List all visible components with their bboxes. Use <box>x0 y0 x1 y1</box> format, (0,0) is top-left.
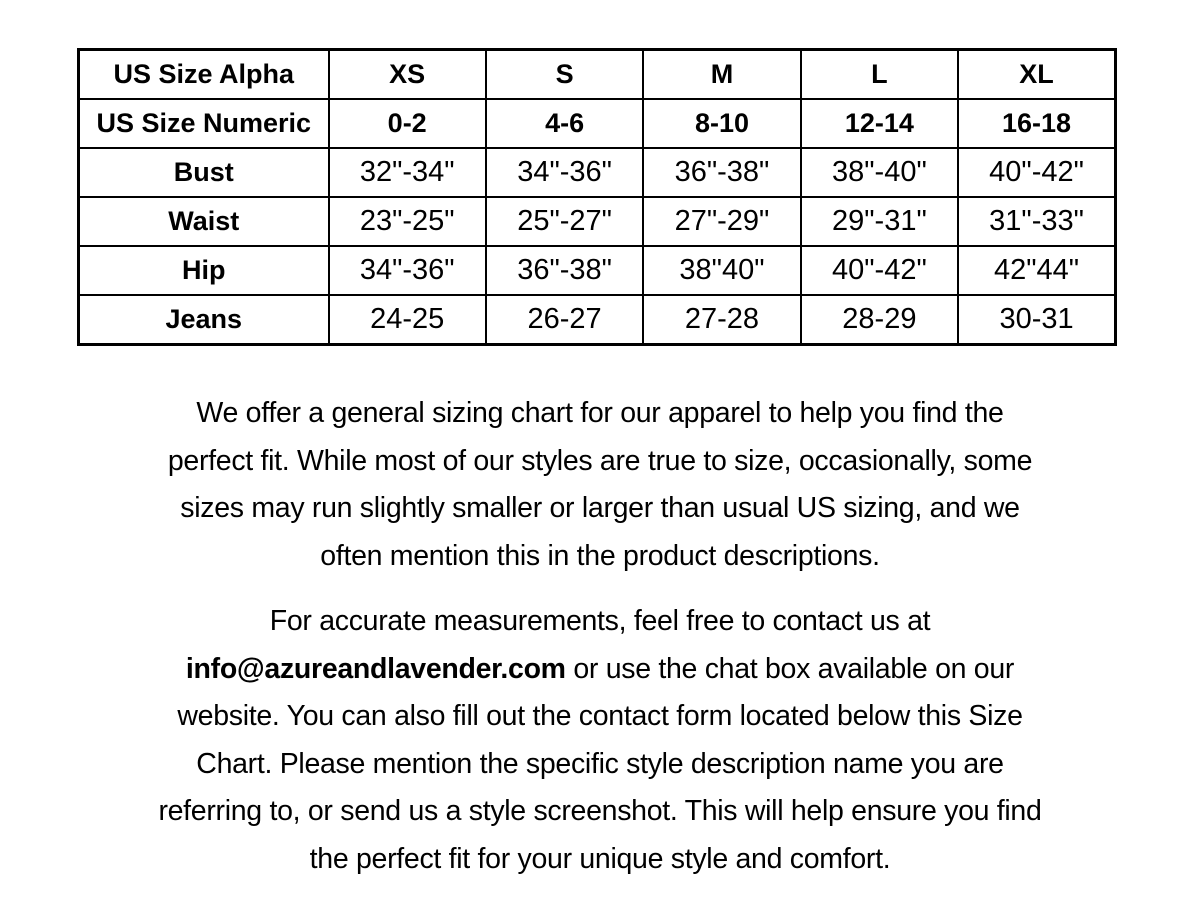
table-cell: 0-2 <box>329 99 486 148</box>
contact-email: info@azureandlavender.com <box>185 652 566 685</box>
text-line: For accurate measurements, feel free to contact us at <box>269 605 931 637</box>
table-cell: 38"40" <box>643 246 800 295</box>
text-line <box>0 646 1200 694</box>
row-bust <box>79 148 1116 197</box>
size-chart-table <box>77 48 1117 346</box>
table-cell: 38"-40" <box>801 148 958 197</box>
table-cell: 26-27 <box>486 295 643 345</box>
row-jeans <box>79 295 1116 345</box>
text-line: We offer a general sizing chart for our apparel to help you find the <box>196 397 1004 429</box>
table-cell: 8-10 <box>643 99 800 148</box>
row-us-size-numeric <box>79 99 1116 148</box>
header-us-size-alpha: US Size Alpha <box>79 50 329 100</box>
header-size-xs: XS <box>329 50 486 100</box>
header-size-l: L <box>801 50 958 100</box>
text-line: sizes may run slightly smaller or larger than usual US sizing, and we <box>180 492 1020 524</box>
table-cell: 23"-25" <box>329 197 486 246</box>
row-label-bust: Bust <box>79 148 329 197</box>
text-after-email: or use the chat box available on our <box>565 652 1015 685</box>
table-cell: 32"-34" <box>329 148 486 197</box>
table-cell: 34"-36" <box>486 148 643 197</box>
table-cell: 12-14 <box>801 99 958 148</box>
text-line: website. You can also fill out the contact form located below this Size <box>177 700 1023 732</box>
table-cell: 40"-42" <box>958 148 1115 197</box>
table-cell: 27"-29" <box>643 197 800 246</box>
row-label-hip: Hip <box>79 246 329 295</box>
header-size-s: S <box>486 50 643 100</box>
text-line: the perfect fit for your unique style and comfort. <box>309 842 891 875</box>
table-cell: 30-31 <box>958 295 1115 345</box>
header-size-m: M <box>643 50 800 100</box>
table-cell: 24-25 <box>329 295 486 345</box>
table-cell: 31"-33" <box>958 197 1115 246</box>
header-size-xl: XL <box>958 50 1115 100</box>
text-line: referring to, or send us a style screenshot. This will help ensure you find <box>158 795 1042 827</box>
table-cell: 25"-27" <box>486 197 643 246</box>
table-cell: 34"-36" <box>329 246 486 295</box>
row-waist <box>79 197 1116 246</box>
table-cell: 36"-38" <box>643 148 800 197</box>
table-cell: 27-28 <box>643 295 800 345</box>
table-cell: 16-18 <box>958 99 1115 148</box>
text-line: Chart. Please mention the specific style description name you are <box>196 747 1004 780</box>
table-cell: 36"-38" <box>486 246 643 295</box>
row-label-waist: Waist <box>79 197 329 246</box>
text-line: perfect fit. While most of our styles are true to size, occasionally, some <box>167 444 1033 477</box>
intro-paragraph <box>0 390 1200 580</box>
text-line: often mention this in the product descriptions. <box>320 539 880 572</box>
table-cell: 28-29 <box>801 295 958 345</box>
table-cell: 4-6 <box>486 99 643 148</box>
row-label-us-size-numeric: US Size Numeric <box>79 99 329 148</box>
size-chart-header-row <box>79 50 1116 100</box>
table-cell: 42"44" <box>958 246 1115 295</box>
table-cell: 29"-31" <box>801 197 958 246</box>
row-hip <box>79 246 1116 295</box>
row-label-jeans: Jeans <box>79 295 329 345</box>
table-cell: 40"-42" <box>801 246 958 295</box>
contact-paragraph <box>0 598 1200 883</box>
